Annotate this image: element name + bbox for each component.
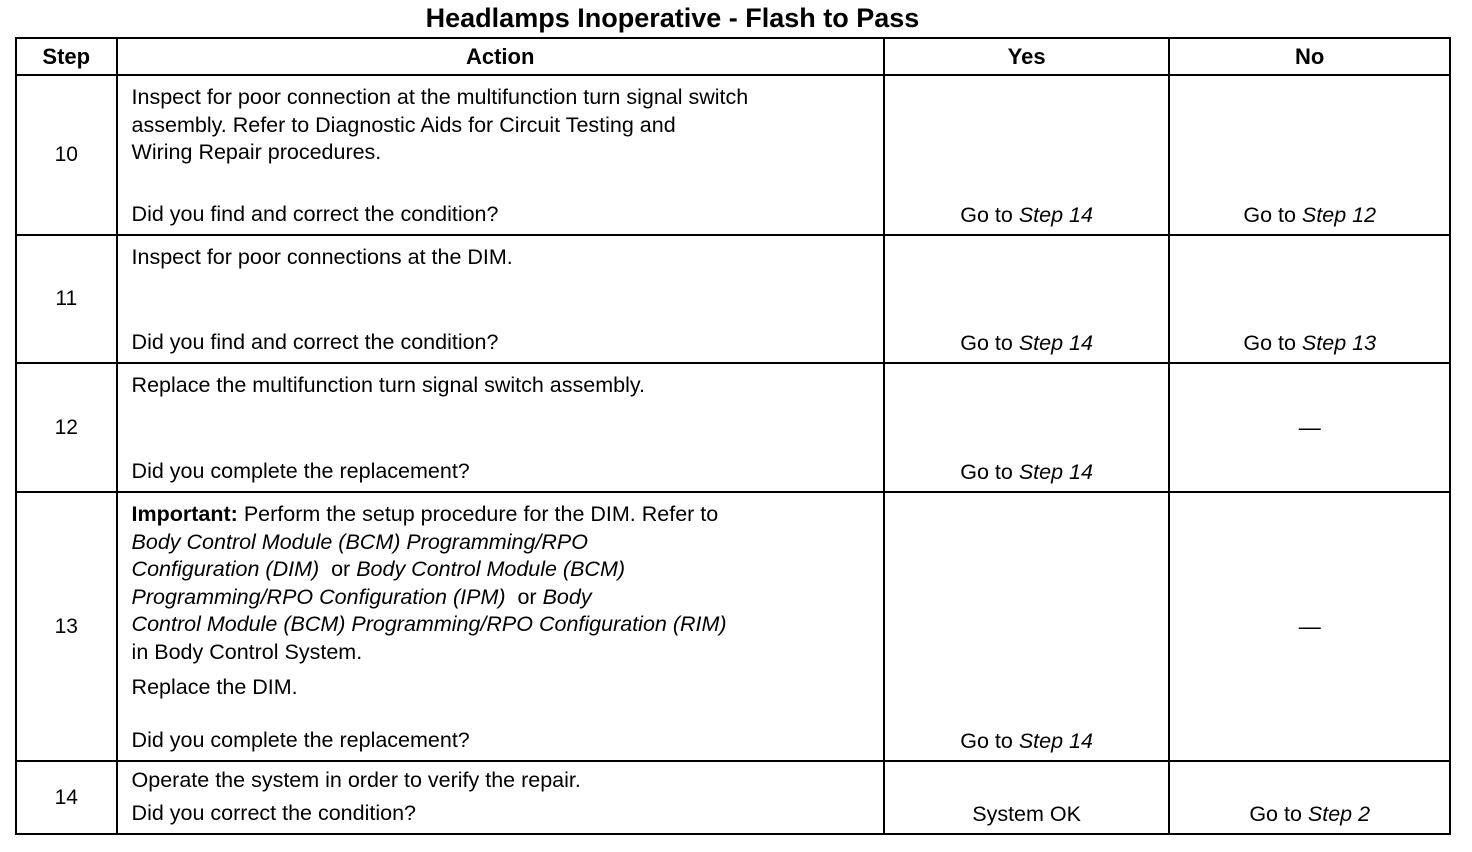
no-cell: —	[1169, 492, 1450, 761]
action-line: Wiring Repair procedures.	[131, 140, 382, 164]
question-text: Did you complete the replacement?	[131, 458, 470, 483]
action-line: in Body Control System.	[131, 639, 363, 664]
yes-cell	[884, 363, 1170, 492]
step-number: 11	[16, 235, 117, 363]
step-number: 14	[16, 761, 117, 834]
header-step: Step	[16, 38, 117, 75]
no-step-link[interactable]: Step 12	[1301, 203, 1377, 227]
reference-link[interactable]: Body Control Module (BCM) Programming/RPO	[131, 529, 588, 554]
yes-cell	[884, 75, 1170, 235]
header-no: No	[1169, 38, 1450, 75]
table-row	[16, 761, 1450, 834]
yes-cell: System OK	[884, 761, 1170, 834]
question-text: Did you correct the condition?	[131, 800, 416, 825]
table-header-row	[16, 38, 1450, 75]
yes-prefix: Go to	[960, 729, 1013, 753]
no-cell	[1169, 761, 1450, 834]
no-prefix: Go to	[1243, 331, 1296, 355]
action-cell	[117, 235, 884, 363]
question-text: Did you find and correct the condition?	[131, 201, 499, 226]
yes-step-link[interactable]: Step 14	[1018, 203, 1093, 227]
action-line: Inspect for poor connections at the DIM.	[131, 245, 513, 269]
table-row	[16, 75, 1450, 235]
no-cell	[1169, 235, 1450, 363]
action-line: Replace the multifunction turn signal switch assembly.	[131, 373, 645, 397]
yes-cell	[884, 235, 1170, 363]
action-cell	[117, 75, 884, 235]
reference-link[interactable]: Programming/RPO Configuration (IPM)	[131, 584, 506, 609]
diagnostic-table	[15, 37, 1451, 835]
action-cell	[117, 363, 884, 492]
action-cell	[117, 761, 884, 834]
important-label: Important:	[131, 502, 238, 526]
yes-prefix: Go to	[960, 203, 1013, 227]
action-line: Inspect for poor connection at the multifunction turn signal switch	[131, 85, 749, 109]
question-text: Did you complete the replacement?	[131, 727, 470, 752]
table-row	[16, 492, 1450, 761]
important-note	[132, 501, 883, 529]
or-text: or	[505, 584, 543, 609]
step-number: 13	[16, 492, 117, 761]
no-prefix: Go to	[1243, 203, 1296, 227]
action-cell	[117, 492, 884, 761]
reference-link[interactable]: Configuration (DIM)	[131, 557, 320, 581]
header-action: Action	[117, 38, 884, 75]
action-line: Operate the system in order to verify the repair.	[131, 768, 581, 792]
table-row	[16, 363, 1450, 492]
yes-step-link[interactable]: Step 14	[1018, 460, 1093, 484]
reference-link[interactable]: Body Control Module (BCM)	[356, 557, 626, 581]
table-row	[16, 235, 1450, 363]
yes-step-link[interactable]: Step 14	[1018, 729, 1093, 753]
yes-prefix: Go to	[960, 460, 1013, 484]
no-cell	[1169, 75, 1450, 235]
no-step-link[interactable]: Step 13	[1301, 331, 1377, 355]
action-line: assembly. Refer to Diagnostic Aids for Circuit Testing and	[131, 112, 676, 137]
or-text: or	[319, 557, 357, 581]
step-number: 10	[16, 75, 117, 235]
action-line: Replace the DIM.	[131, 675, 298, 699]
yes-cell	[884, 492, 1170, 761]
reference-link[interactable]: Body	[542, 584, 592, 609]
no-step-link[interactable]: Step 2	[1307, 802, 1371, 826]
important-text: Perform the setup procedure for the DIM. Refer to	[237, 502, 719, 526]
header-yes: Yes	[884, 38, 1170, 75]
yes-step-link[interactable]: Step 14	[1018, 331, 1093, 355]
no-prefix: Go to	[1249, 802, 1302, 826]
page-title: Headlamps Inoperative - Flash to Pass	[425, 3, 920, 33]
question-text: Did you find and correct the condition?	[131, 329, 499, 354]
step-number: 12	[16, 363, 117, 492]
no-cell: —	[1169, 363, 1450, 492]
yes-prefix: Go to	[960, 331, 1013, 355]
reference-link[interactable]: Control Module (BCM) Programming/RPO Configuration (RIM)	[131, 612, 727, 636]
